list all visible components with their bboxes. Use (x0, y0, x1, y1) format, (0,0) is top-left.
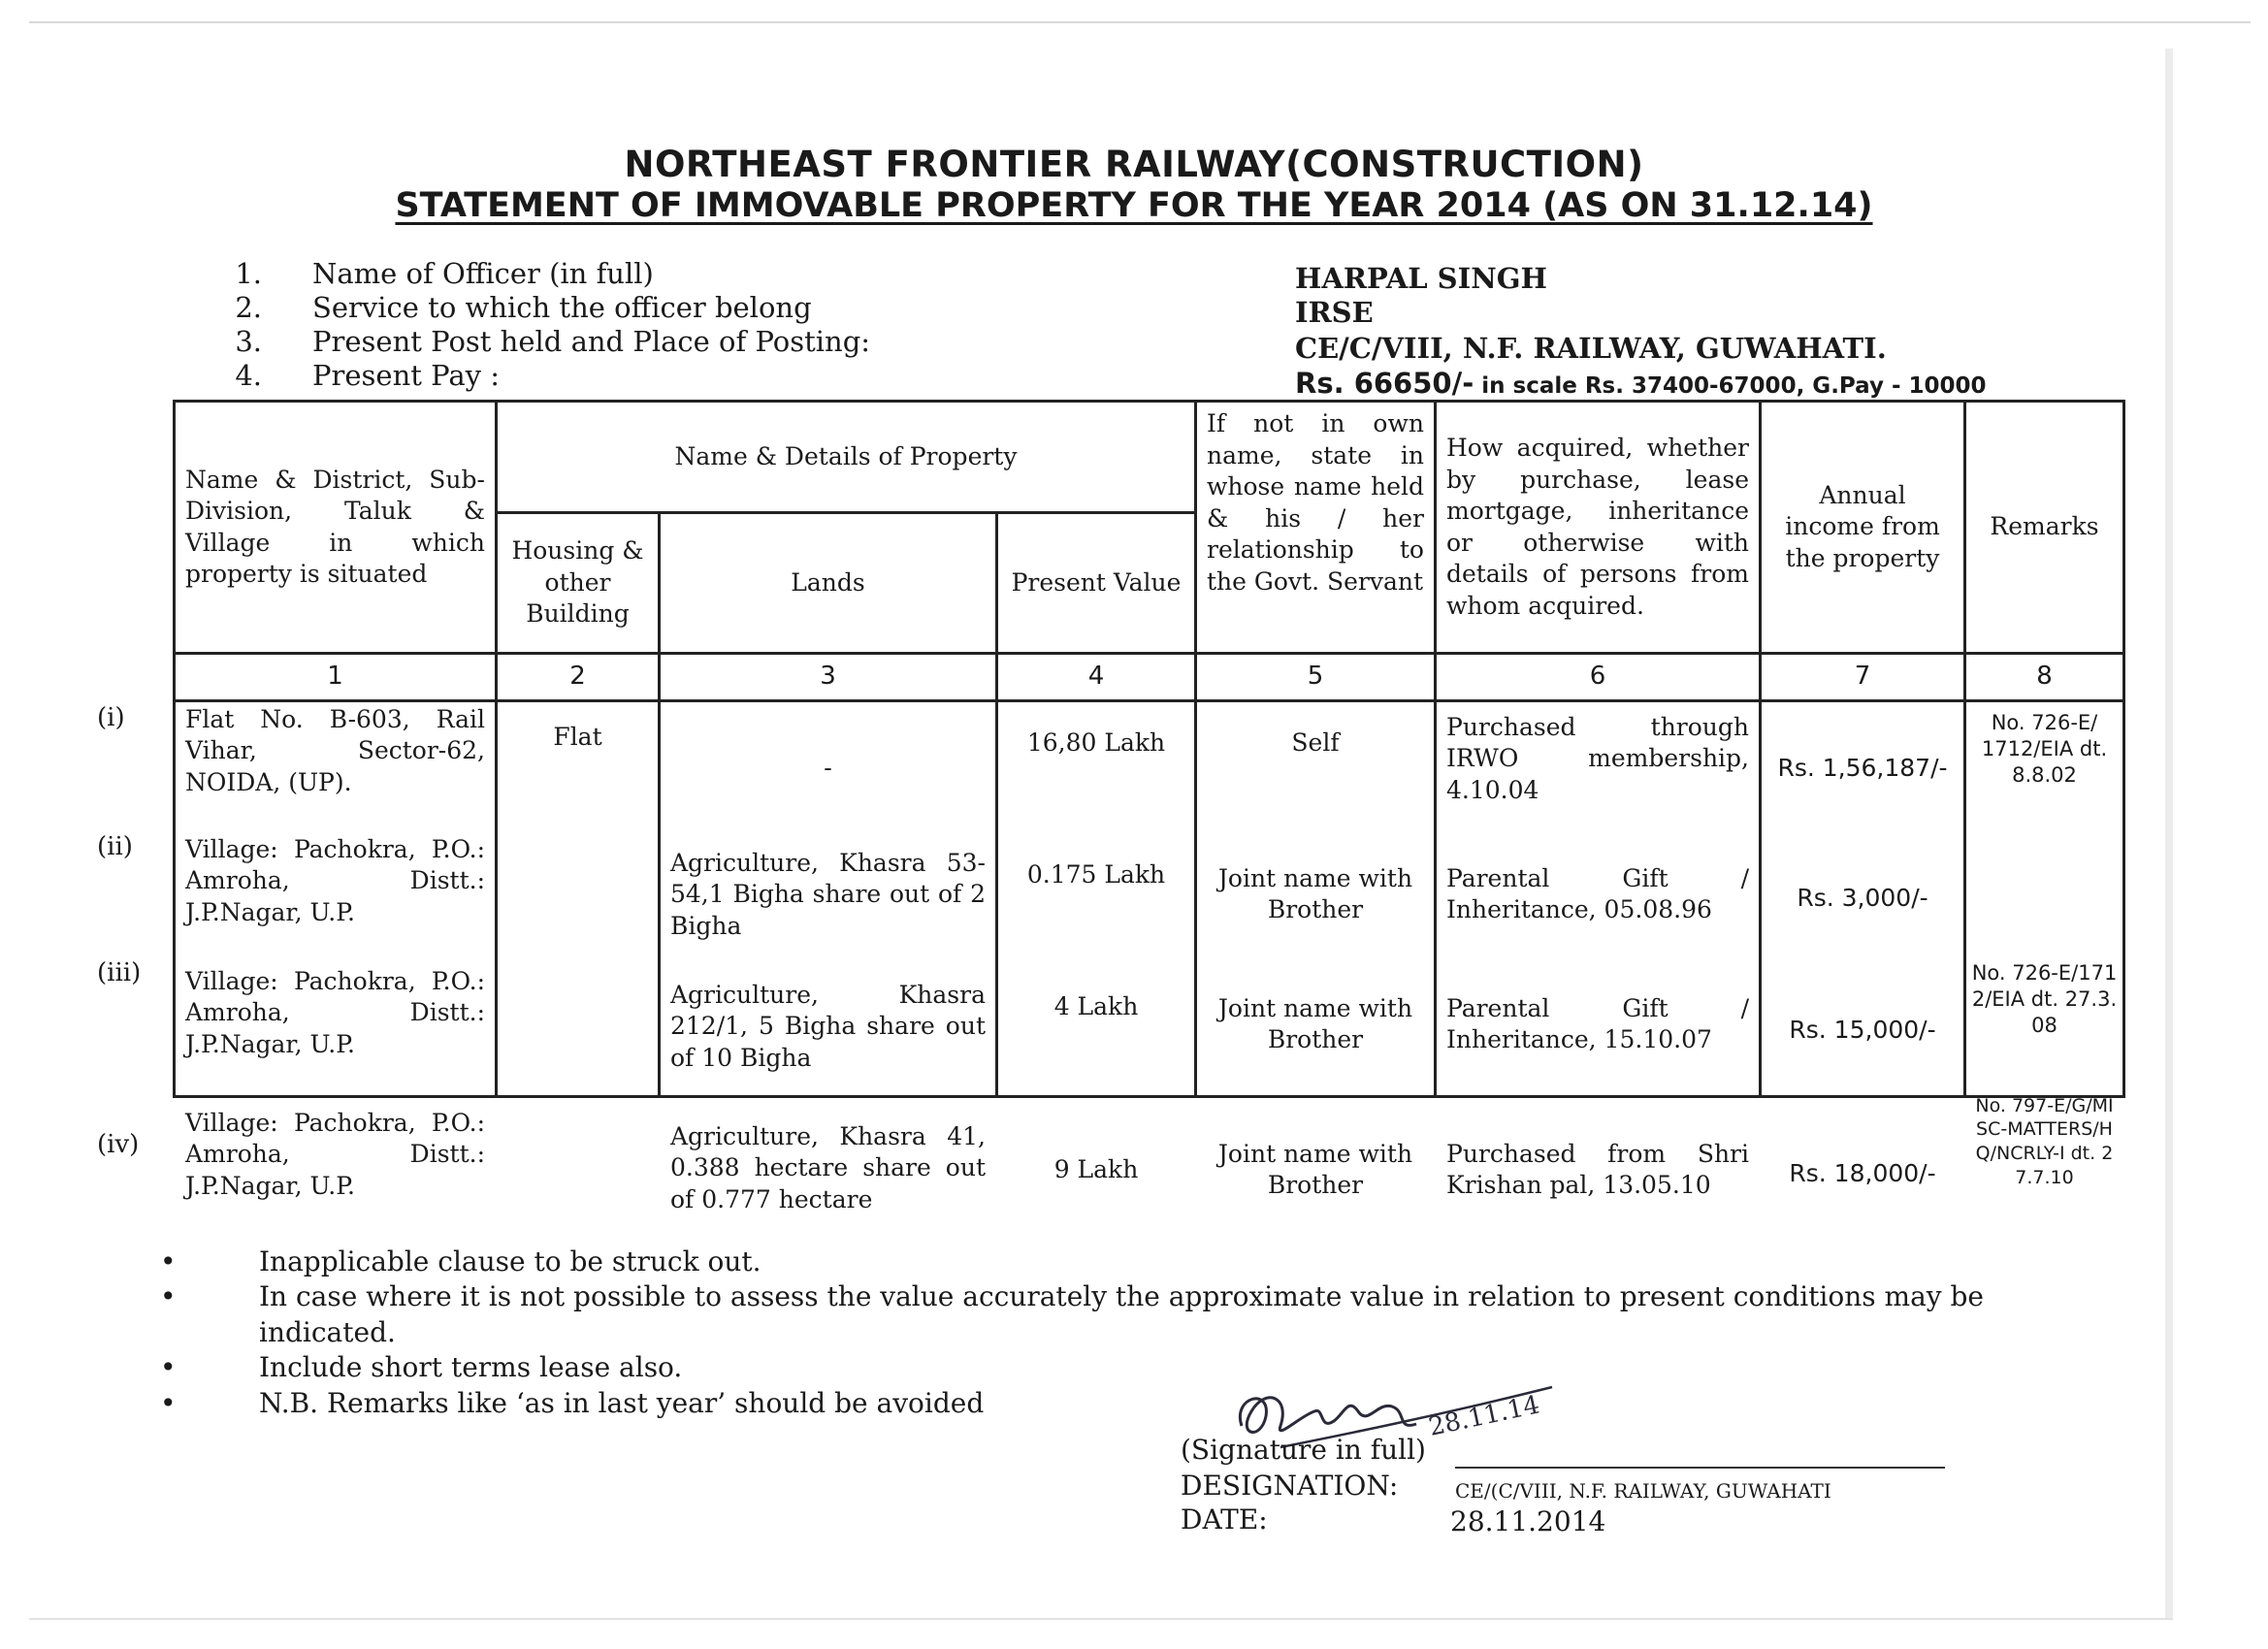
note-item (160, 1279, 1984, 1350)
income-column (1761, 700, 1965, 1187)
column-number: 3 (660, 654, 997, 701)
name-held-cell: Joint name with Brother (1217, 1139, 1413, 1200)
note-text: N.B. Remarks like ‘as in last year’ should be avoided (259, 1386, 985, 1419)
item-number: 1. (235, 257, 262, 290)
property-body-row (175, 700, 2124, 1096)
location-column (175, 700, 497, 1200)
item-number: 2. (235, 291, 262, 324)
value-column (997, 700, 1196, 1183)
signature-label: (Signature in full) (1181, 1434, 1426, 1466)
post-value: CE/C/VIII, N.F. RAILWAY, GUWAHATI. (1295, 332, 1887, 365)
name-held-cell: Joint name with Brother (1217, 993, 1413, 1054)
scan-edge-bottom (29, 1618, 2173, 1620)
date-label: DATE: (1181, 1504, 1268, 1536)
bullet-icon: • (160, 1351, 177, 1384)
note-item (160, 1350, 1984, 1385)
column-number: 4 (997, 654, 1196, 701)
designation-label: DESIGNATION: (1181, 1470, 1399, 1502)
handwritten-date: 28.11.14 (1426, 1390, 1542, 1442)
header-annual-income: Annual income from the property (1761, 402, 1965, 654)
bullet-icon: • (160, 1280, 177, 1313)
date-value: 28.11.2014 (1450, 1505, 1606, 1537)
header-row-top (175, 402, 2124, 513)
service-value: IRSE (1295, 296, 1374, 329)
header-location: Name & District, Sub-Division, Taluk & Village in which property is situated (175, 402, 497, 654)
signature-line (1455, 1467, 1945, 1469)
location-cell: Village: Pachokra, P.O.: Amroha, Distt.: J.P.Nagar, U.P. (185, 834, 485, 926)
income-cell: Rs. 18,000/- (1789, 1158, 1936, 1187)
item-number: 4. (235, 359, 262, 392)
acquired-cell: Parental Gift / Inheritance, 05.08.96 (1446, 863, 1749, 924)
housing-column (497, 700, 660, 1096)
housing-cell: Flat (553, 722, 602, 751)
acquired-cell: Purchased through IRWO membership, 4.10.04 (1446, 712, 1749, 804)
pay-label: Present Pay : (312, 359, 501, 392)
row-index: (ii) (97, 832, 133, 861)
bullet-icon: • (160, 1386, 177, 1419)
remarks-column (1965, 700, 2124, 1188)
value-cell: 4 Lakh (1053, 991, 1139, 1020)
note-text: Include short terms lease also. (259, 1351, 683, 1384)
header-lands: Lands (660, 513, 997, 654)
row-index: (iii) (97, 958, 142, 987)
pay-amount: Rs. 66650/- (1295, 367, 1474, 400)
note-text: Inapplicable clause to be struck out. (259, 1245, 761, 1277)
bullet-icon: • (160, 1245, 177, 1277)
lands-cell: - (824, 753, 832, 782)
note-item (160, 1386, 1984, 1421)
designation-value: CE/(C/VIII, N.F. RAILWAY, GUWAHATI (1455, 1479, 1831, 1503)
column-number: 6 (1436, 654, 1761, 701)
value-cell: 0.175 Lakh (1026, 859, 1166, 889)
header-housing: Housing & other Building (497, 513, 660, 654)
remarks-cell: No. 797-E/G/MISC-MATTERS/HQ/NCRLY-I dt. 27.7.10 (1975, 1094, 2114, 1188)
value-cell: 9 Lakh (1053, 1154, 1139, 1183)
header-property-details: Name & Details of Property (497, 402, 1196, 513)
pay-scale: in scale Rs. 37400-67000, G.Pay - 10000 (1474, 373, 1987, 399)
notes-list (160, 1245, 1984, 1421)
document-subtitle: STATEMENT OF IMMOVABLE PROPERTY FOR THE YEAR 2014 (AS ON 31.12.14) (395, 186, 1873, 225)
lands-cell: Agriculture, Khasra 41, 0.388 hectare share out of 0.777 hectare (670, 1121, 986, 1213)
property-table (173, 400, 2125, 1213)
income-cell: Rs. 1,56,187/- (1777, 753, 1948, 782)
how-acquired-column (1436, 700, 1761, 1200)
lands-cell: Agriculture, Khasra 53-54,1 Bigha share out of 2 Bigha (670, 848, 986, 940)
location-cell: Village: Pachokra, P.O.: Amroha, Distt.: J.P.Nagar, U.P. (185, 1108, 485, 1200)
officer-name-value: HARPAL SINGH (1295, 262, 1547, 295)
column-number: 1 (175, 654, 497, 701)
name-held-cell: Self (1291, 728, 1340, 757)
row-index: (iv) (97, 1130, 140, 1159)
column-number: 2 (497, 654, 660, 701)
acquired-cell: Purchased from Shri Krishan pal, 13.05.10 (1446, 1139, 1749, 1200)
row-index: (i) (97, 703, 125, 732)
lands-column (660, 700, 997, 1213)
scan-edge-right (2165, 48, 2173, 1620)
remarks-cell: No. 726-E/ 1712/EIA dt. 8.8.02 (1981, 710, 2108, 788)
service-label: Service to which the officer belong (312, 291, 812, 324)
column-number: 5 (1196, 654, 1436, 701)
location-cell: Village: Pachokra, P.O.: Amroha, Distt.: J.P.Nagar, U.P. (185, 966, 485, 1058)
pay-value (1295, 367, 1987, 400)
name-held-cell: Joint name with Brother (1217, 863, 1413, 924)
scan-edge-top (29, 21, 2251, 23)
lands-cell: Agriculture, Khasra 212/1, 5 Bigha share out of 10 Bigha (670, 980, 986, 1072)
item-number: 3. (235, 325, 262, 358)
income-cell: Rs. 3,000/- (1797, 883, 1928, 912)
acquired-cell: Parental Gift / Inheritance, 15.10.07 (1446, 993, 1749, 1054)
column-number: 8 (1965, 654, 2124, 701)
location-cell: Flat No. B-603, Rail Vihar, Sector-62, NOIDA, (UP). (185, 704, 485, 796)
remarks-cell: No. 726-E/1712/EIA dt. 27.3.08 (1971, 960, 2118, 1038)
name-held-column (1196, 700, 1436, 1200)
document-title: NORTHEAST FRONTIER RAILWAY(CONSTRUCTION) (624, 144, 1644, 185)
income-cell: Rs. 15,000/- (1789, 1015, 1936, 1044)
value-cell: 16,80 Lakh (1026, 728, 1166, 757)
post-label: Present Post held and Place of Posting: (312, 325, 871, 358)
column-number: 7 (1761, 654, 1965, 701)
note-item (160, 1245, 1984, 1279)
header-remarks: Remarks (1965, 402, 2124, 654)
header-present-value: Present Value (997, 513, 1196, 654)
header-name-held: If not in own name, state in whose name held & his / her relationship to the Govt. Servant (1196, 402, 1436, 654)
header-how-acquired: How acquired, whether by purchase, lease mortgage, inheritance or otherwise with details of persons from whom acquired. (1436, 402, 1761, 654)
officer-name-label: Name of Officer (in full) (312, 257, 654, 290)
column-number-row (175, 654, 2124, 701)
note-text: In case where it is not possible to assess the value accurately the approximate value in relation to present conditions may be indicated. (259, 1280, 1984, 1348)
